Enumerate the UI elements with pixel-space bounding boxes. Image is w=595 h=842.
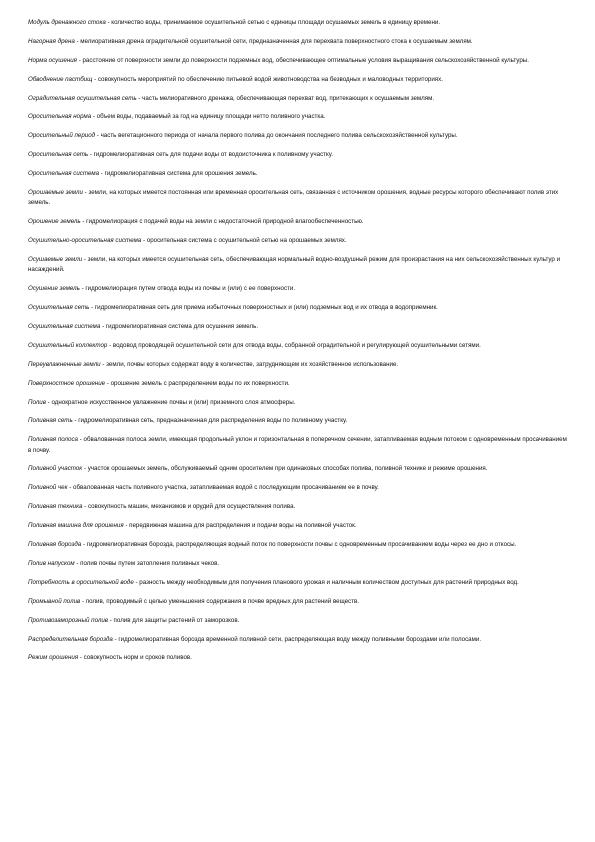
glossary-entry	[28, 616, 570, 626]
glossary-definition: - мелиоративная дрена оградительной осушительной сети, предназначенная для перехвата поверхностного стока к осушаемым землям.	[74, 37, 473, 45]
glossary-term: Осушительный коллектор	[28, 341, 108, 349]
glossary-entry	[28, 379, 570, 389]
glossary-term: Осушительно-оросительная система	[28, 237, 142, 245]
glossary-definition: - земли, на которых имеется осушительная сеть, обеспечивающая нормальный водно-воздушный режим для произрастания на них сельскохозяйственных культур и насаждений.	[28, 255, 561, 274]
glossary-term: Оградительная осушительная сеть	[28, 94, 137, 102]
glossary-term: Полив	[28, 398, 46, 406]
glossary-term: Нагорная дрена	[28, 37, 75, 45]
glossary-definition: - гидромелиоративная борозда временной поливной сети, распределяющая воду между поливными бороздами или полосами.	[112, 635, 482, 643]
glossary-term: Поверхностное орошение	[28, 379, 106, 387]
glossary-definition: - расстояние от поверхности земли до поверхности подземных вод, обеспечивающее оптимальные условия выращивания сельскохозяйственной культуры.	[76, 56, 529, 64]
glossary-term: Осушительная сеть	[28, 304, 90, 312]
glossary-term: Орошение земель	[28, 218, 81, 226]
glossary-entry	[28, 416, 570, 426]
glossary-term: Промывной полив	[28, 597, 81, 605]
glossary-definition: - земли, почвы которых содержат воду в количестве, затрудняющем их хозяйственное использование.	[100, 360, 399, 368]
glossary-term: Оросительный период	[28, 132, 96, 140]
glossary-term: Поливная сеть	[28, 417, 73, 425]
glossary-definition: - водовод проводящей осушительной сети для отвода воды, собранной оградительной и регулирующей осушительными сетями.	[107, 341, 481, 349]
glossary-definition: - объем воды, подаваемый за год на единицу площади нетто поливного участка.	[91, 113, 326, 121]
glossary-term: Орошаемые земли	[28, 189, 83, 197]
glossary-entry	[28, 37, 570, 47]
glossary-definition: - гидромелиоративная сеть, предназначенная для распределения воды по поливному участку.	[72, 417, 348, 425]
glossary-entry	[28, 653, 570, 663]
glossary-entry	[28, 131, 570, 141]
glossary-definition: - гидромелиоративная борозда, распределяющая водный поток по поверхности почвы с одновременным просачиванием воды через ее дно и откосы.	[81, 541, 517, 549]
glossary-definition: - гидромелиорация путем отвода воды из почвы и (или) с ее поверхности.	[79, 285, 296, 293]
glossary-definition: - обвалованная часть поливного участка, затапливаемая водой с последующим просачиванием ее в почву.	[67, 484, 379, 492]
glossary-definition: - гидромелиоративная сеть для приема избыточных поверхностных и (или) подземных вод и их отвода в водоприемник.	[89, 304, 438, 312]
glossary-entry	[28, 303, 570, 313]
glossary-entry	[28, 236, 570, 246]
glossary-definition: - совокупность машин, механизмов и орудий для осуществления полива.	[82, 503, 296, 511]
glossary-term: Поливная машина для орошения	[28, 522, 124, 530]
glossary-term: Противозаморозный полив	[28, 616, 109, 624]
glossary-term: Обводнение пастбищ	[28, 75, 93, 83]
glossary-entry	[28, 341, 570, 351]
glossary-term: Распределительная борозда	[28, 635, 113, 643]
glossary-term: Оросительная система	[28, 170, 100, 178]
glossary-term: Потребность в оросительной воде	[28, 578, 134, 586]
glossary-definition: - орошение земель с распределением воды по их поверхности.	[105, 379, 290, 387]
glossary-entry	[28, 502, 570, 512]
glossary-entry	[28, 255, 570, 276]
glossary-entry	[28, 578, 570, 588]
glossary-entry	[28, 75, 570, 85]
glossary-entry	[28, 169, 570, 179]
glossary-entry	[28, 94, 570, 104]
glossary-entry	[28, 540, 570, 550]
glossary-term: Поливная техника	[28, 503, 83, 511]
glossary-definition: - земли, на которых имеется постоянная или временная оросительная сеть, связанная с источником орошения, водные ресурсы которого обеспечивают полив этих земель.	[28, 189, 559, 207]
glossary-entry	[28, 435, 570, 456]
glossary-entry	[28, 217, 570, 227]
glossary-entry	[28, 112, 570, 122]
glossary-entry	[28, 56, 570, 66]
glossary-term: Осушаемые земли	[28, 255, 83, 263]
glossary-definition: - полив, проводимый с целью уменьшения содержания в почве вредных для растений веществ.	[80, 597, 359, 605]
glossary-entry	[28, 483, 570, 493]
glossary-term: Оросительная норма	[28, 113, 92, 121]
glossary-term: Поливной участок	[28, 465, 83, 473]
glossary-definition: - полив почвы путем затопления поливных чеков.	[74, 559, 220, 567]
glossary-definition: - передвижная машина для распределения и подачи воды на поливной участок.	[123, 522, 357, 530]
glossary-definition: - совокупность норм и сроков поливов.	[78, 654, 192, 662]
glossary-entry	[28, 188, 570, 209]
glossary-page	[28, 18, 570, 672]
glossary-entry	[28, 360, 570, 370]
glossary-entry	[28, 597, 570, 607]
glossary-entry	[28, 322, 570, 332]
glossary-entry	[28, 559, 570, 569]
glossary-definition: - гидромелиоративная система для орошения земель.	[99, 170, 258, 178]
glossary-definition: - обвалованная полоса земли, имеющая продольный уклон и горизонтальная в поперечном сечении, затапливаемая водным потоком с одновременным просачиванием в почву.	[28, 436, 567, 454]
glossary-definition: - участок орошаемых земель, обслуживаемый одним оросителем при одинаковых способах полива, поливной технике и режиме орошения.	[82, 465, 488, 473]
glossary-definition: - гидромелиоративная система для осушения земель.	[100, 322, 259, 330]
glossary-term: Поливная полоса	[28, 436, 78, 444]
glossary-definition: - количество воды, принимаемое осушительной сетью с единицы площади осушаемых земель в единицу времени.	[105, 19, 441, 26]
glossary-entry	[28, 18, 570, 28]
glossary-definition: - оросительная система с осушительной сетью на орошаемых землях.	[141, 237, 347, 245]
glossary-term: Режим орошения	[28, 654, 79, 662]
glossary-definition: - гидромелиоративная сеть для подачи воды от водоисточника к поливному участку.	[88, 151, 333, 159]
glossary-entry	[28, 150, 570, 160]
glossary-entry	[28, 398, 570, 408]
glossary-term: Осушение земель	[28, 285, 80, 293]
glossary-entry	[28, 284, 570, 294]
glossary-term: Полив напуском	[28, 559, 75, 567]
glossary-definition: - часть вегетационного периода от начала первого полива до окончания последнего полива сельскохозяйственной культуры.	[95, 132, 458, 140]
glossary-term: Поливной чек	[28, 484, 68, 492]
glossary-term: Переувлажненные земли	[28, 360, 101, 368]
glossary-entry	[28, 464, 570, 474]
glossary-definition: - разность между необходимым для получения планового урожая и наличным количеством доступных для растений природных вод.	[133, 578, 519, 586]
glossary-definition: - часть мелиоративного дренажа, обеспечивающая перехват вод, притекающих к осушаемым землям.	[136, 94, 435, 102]
glossary-entry	[28, 635, 570, 645]
glossary-definition: - однократное искусственное увлажнение почвы и (или) приземного слоя атмосферы.	[45, 398, 296, 406]
glossary-definition: - гидромелиорация с подачей воды на земли с недостаточной природной влагообеспеченностью.	[80, 218, 364, 226]
glossary-definition: - совокупность мероприятий по обеспечению питьевой водой животноводства на безводных и маловодных территориях.	[92, 75, 443, 83]
glossary-term: Поливная борозда	[28, 541, 82, 549]
glossary-definition: - полив для защиты растений от заморозков.	[108, 616, 240, 624]
glossary-entry	[28, 521, 570, 531]
glossary-term: Норма осушения	[28, 56, 77, 64]
glossary-term: Осушительная система	[28, 322, 101, 330]
glossary-term: Оросительная сеть	[28, 151, 89, 159]
glossary-term: Модуль дренажного стока	[28, 19, 106, 26]
